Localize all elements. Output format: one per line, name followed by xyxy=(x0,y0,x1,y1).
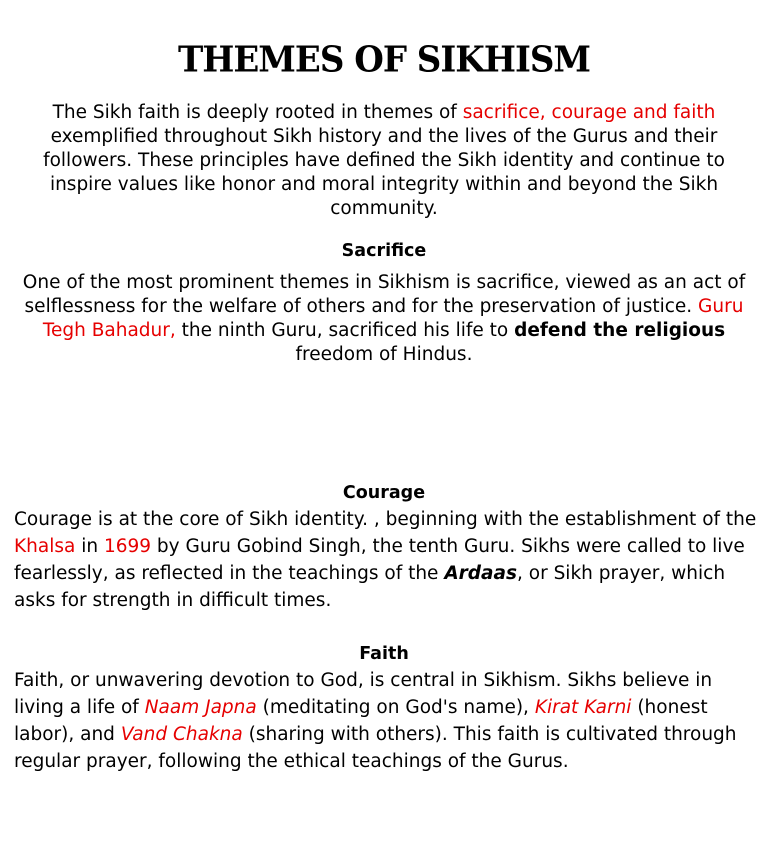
courage-text-2: in xyxy=(75,536,104,557)
sacrifice-text-3: freedom of Hindus. xyxy=(295,344,473,365)
faith-text-1: Faith, or unwavering devotion to God, is central in Sikhism. Sikhs believe in living a life of xyxy=(14,670,713,718)
year-1699: 1699 xyxy=(103,536,152,557)
faith-paragraph xyxy=(14,667,759,775)
intro-text-end: exemplified throughout Sikh history and the lives of the Gurus and their followers. These principles have defined the Sikh identity and continue to inspire values like honor and moral integrity within and beyond the Sikh community. xyxy=(43,126,725,219)
faith-text-3: (honest labor), and xyxy=(14,697,708,745)
faith-text-4: (sharing with others). This faith is cultivated through regular prayer, following the ethical teachings of the Gurus. xyxy=(14,724,737,772)
page-title: THEMES OF SIKHISM xyxy=(177,39,591,81)
faith-heading: Faith xyxy=(359,644,409,664)
intro-highlight: sacrifice, courage and faith xyxy=(462,102,716,123)
khalsa: Khalsa xyxy=(14,536,76,557)
naam-japna: Naam Japna xyxy=(144,697,257,718)
sacrifice-text-2: the ninth Guru, sacrificed his life to xyxy=(175,320,515,341)
ardaas: Ardaas xyxy=(444,563,517,584)
courage-text-4: , or Sikh prayer, which asks for strength in difficult times. xyxy=(14,563,726,611)
vand-chakna: Vand Chakna xyxy=(120,724,243,745)
faith-text-2: (meditating on God's name), xyxy=(256,697,535,718)
sacrifice-paragraph xyxy=(12,271,756,367)
sacrifice-heading: Sacrifice xyxy=(341,241,427,261)
sacrifice-bold: defend the religious xyxy=(514,320,726,341)
courage-text-3: by Guru Gobind Singh, the tenth Guru. Sikhs were called to live fearlessly, as reflected in the teachings of the xyxy=(14,536,745,584)
sacrifice-text-1: One of the most prominent themes in Sikhism is sacrifice, viewed as an act of selflessness for the welfare of others and for the preservation of justice. xyxy=(22,272,746,317)
courage-text-1: Courage is at the core of Sikh identity. , beginning with the establishment of the xyxy=(14,509,757,530)
kirat-karni: Kirat Karni xyxy=(534,697,632,718)
courage-heading: Courage xyxy=(342,483,426,503)
guru-tegh-bahadur: Guru Tegh Bahadur, xyxy=(42,296,744,341)
courage-paragraph xyxy=(14,506,759,614)
intro-paragraph xyxy=(10,101,758,221)
intro-text-start: The Sikh faith is deeply rooted in themes of xyxy=(52,102,463,123)
